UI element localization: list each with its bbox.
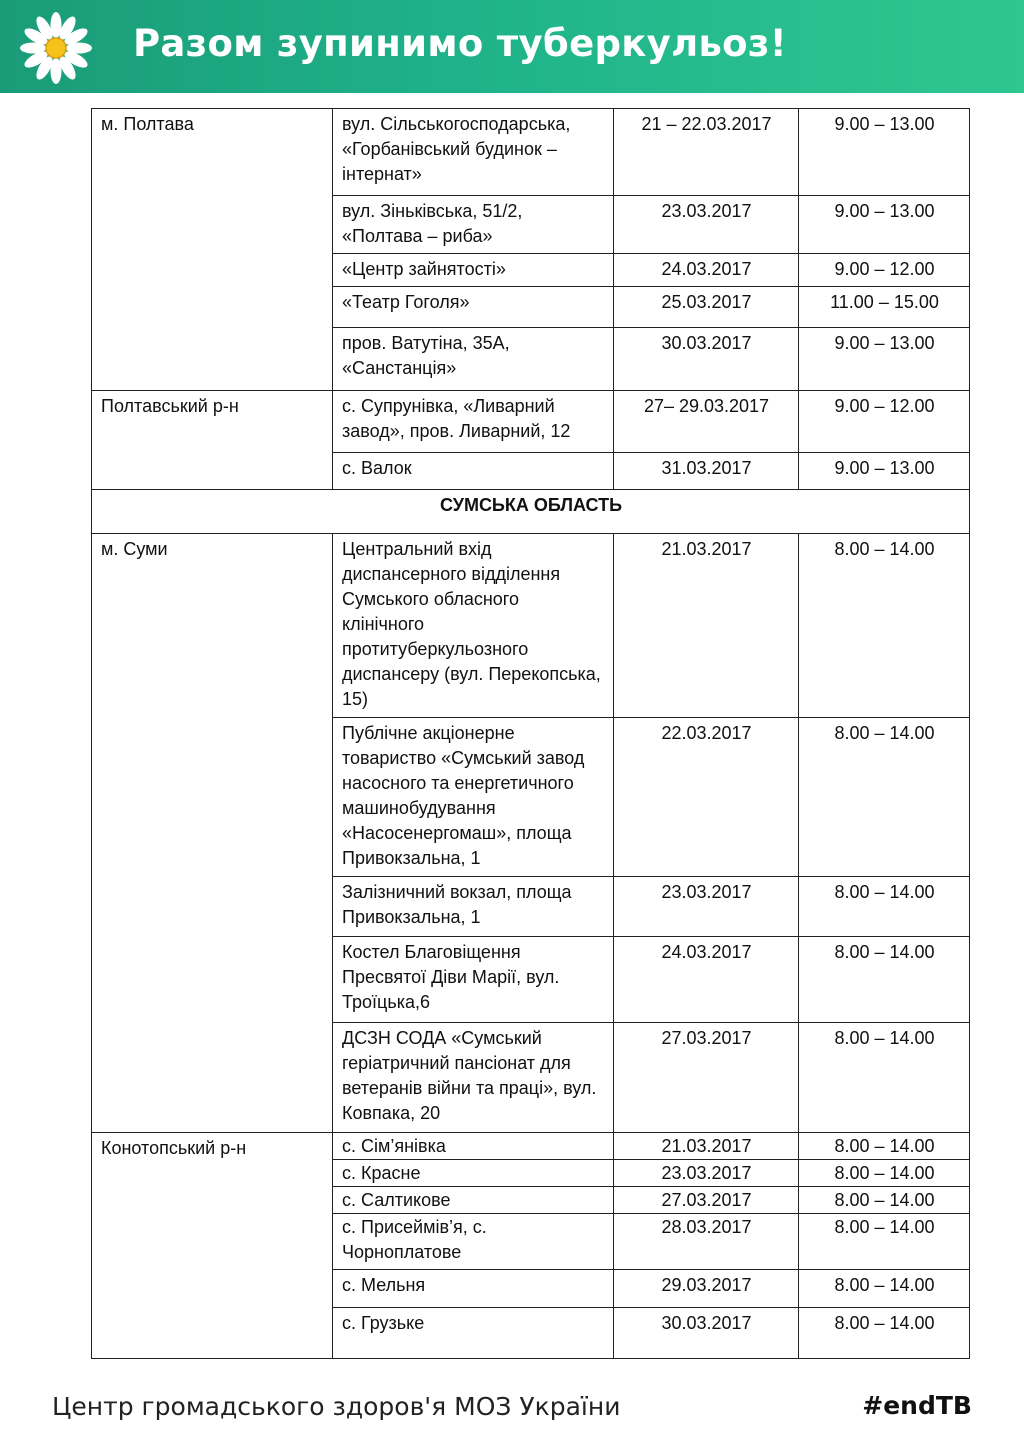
place-cell: «Центр зайнятості» — [333, 254, 614, 287]
place-cell: с. Супрунівка, «Ливарний завод», пров. Ливарний, 12 — [333, 391, 614, 453]
time-cell: 8.00 – 14.00 — [799, 1187, 970, 1214]
date-cell: 24.03.2017 — [614, 937, 799, 1023]
place-cell: с. Мельня — [333, 1270, 614, 1308]
date-cell: 21.03.2017 — [614, 534, 799, 718]
date-cell: 22.03.2017 — [614, 718, 799, 877]
place-cell: с. Красне — [333, 1160, 614, 1187]
screening-schedule-table — [91, 108, 970, 1359]
date-cell: 23.03.2017 — [614, 877, 799, 937]
footer-organization: Центр громадського здоров'я МОЗ України — [52, 1392, 621, 1421]
time-cell: 8.00 – 14.00 — [799, 1023, 970, 1133]
date-cell: 27.03.2017 — [614, 1187, 799, 1214]
date-cell: 27.03.2017 — [614, 1023, 799, 1133]
region-heading: СУМСЬКА ОБЛАСТЬ — [92, 490, 970, 534]
district-cell: Конотопський р-н — [92, 1133, 333, 1359]
table-row — [92, 109, 970, 196]
place-cell: с. Валок — [333, 453, 614, 490]
time-cell: 9.00 – 13.00 — [799, 109, 970, 196]
place-cell: Центральний вхід диспансерного відділення Сумського обласного клінічного протитуберкульозного диспансеру (вул. Перекопська, 15) — [333, 534, 614, 718]
table-row — [92, 1133, 970, 1160]
place-cell: вул. Зіньківська, 51/2, «Полтава – риба» — [333, 196, 614, 254]
time-cell: 8.00 – 14.00 — [799, 1160, 970, 1187]
date-cell: 30.03.2017 — [614, 1308, 799, 1359]
time-cell: 9.00 – 13.00 — [799, 453, 970, 490]
date-cell: 27– 29.03.2017 — [614, 391, 799, 453]
date-cell: 29.03.2017 — [614, 1270, 799, 1308]
time-cell: 9.00 – 12.00 — [799, 254, 970, 287]
district-cell: Полтавський р-н — [92, 391, 333, 490]
date-cell: 31.03.2017 — [614, 453, 799, 490]
date-cell: 30.03.2017 — [614, 328, 799, 391]
time-cell: 9.00 – 13.00 — [799, 196, 970, 254]
district-cell: м. Суми — [92, 534, 333, 1133]
table-row — [92, 534, 970, 718]
time-cell: 11.00 – 15.00 — [799, 287, 970, 328]
page-title: Разом зупинимо туберкульоз! — [133, 22, 787, 65]
footer-hashtag: #endTB — [862, 1391, 972, 1420]
place-cell: пров. Ватутіна, 35А, «Санстанція» — [333, 328, 614, 391]
date-cell: 23.03.2017 — [614, 1160, 799, 1187]
place-cell: «Театр Гоголя» — [333, 287, 614, 328]
time-cell: 8.00 – 14.00 — [799, 1133, 970, 1160]
date-cell: 23.03.2017 — [614, 196, 799, 254]
date-cell: 28.03.2017 — [614, 1214, 799, 1270]
date-cell: 25.03.2017 — [614, 287, 799, 328]
district-cell: м. Полтава — [92, 109, 333, 391]
time-cell: 8.00 – 14.00 — [799, 937, 970, 1023]
place-cell: Залізничний вокзал, площа Привокзальна, 1 — [333, 877, 614, 937]
time-cell: 8.00 – 14.00 — [799, 718, 970, 877]
place-cell: с. Присеймів’я, с. Чорноплатове — [333, 1214, 614, 1270]
time-cell: 9.00 – 12.00 — [799, 391, 970, 453]
place-cell: Костел Благовіщення Пресвятої Діви Марії, вул. Троїцька,6 — [333, 937, 614, 1023]
date-cell: 24.03.2017 — [614, 254, 799, 287]
time-cell: 8.00 – 14.00 — [799, 1308, 970, 1359]
region-header-row — [92, 490, 970, 534]
time-cell: 8.00 – 14.00 — [799, 1214, 970, 1270]
place-cell: Публічне акціонерне товариство «Сумський завод насосного та енергетичного машинобудування «Насосенергомаш», площа Привокзальна, 1 — [333, 718, 614, 877]
place-cell: с. Салтикове — [333, 1187, 614, 1214]
table-row — [92, 391, 970, 453]
header-banner — [0, 0, 1024, 93]
place-cell: вул. Сільськогосподарська, «Горбанівський будинок – інтернат» — [333, 109, 614, 196]
chamomile-flower-icon — [20, 12, 92, 84]
time-cell: 8.00 – 14.00 — [799, 1270, 970, 1308]
date-cell: 21 – 22.03.2017 — [614, 109, 799, 196]
place-cell: с. Сім’янівка — [333, 1133, 614, 1160]
place-cell: с. Грузьке — [333, 1308, 614, 1359]
time-cell: 8.00 – 14.00 — [799, 877, 970, 937]
time-cell: 9.00 – 13.00 — [799, 328, 970, 391]
time-cell: 8.00 – 14.00 — [799, 534, 970, 718]
place-cell: ДСЗН СОДА «Сумський геріатричний пансіонат для ветеранів війни та праці», вул. Ковпака, 20 — [333, 1023, 614, 1133]
date-cell: 21.03.2017 — [614, 1133, 799, 1160]
